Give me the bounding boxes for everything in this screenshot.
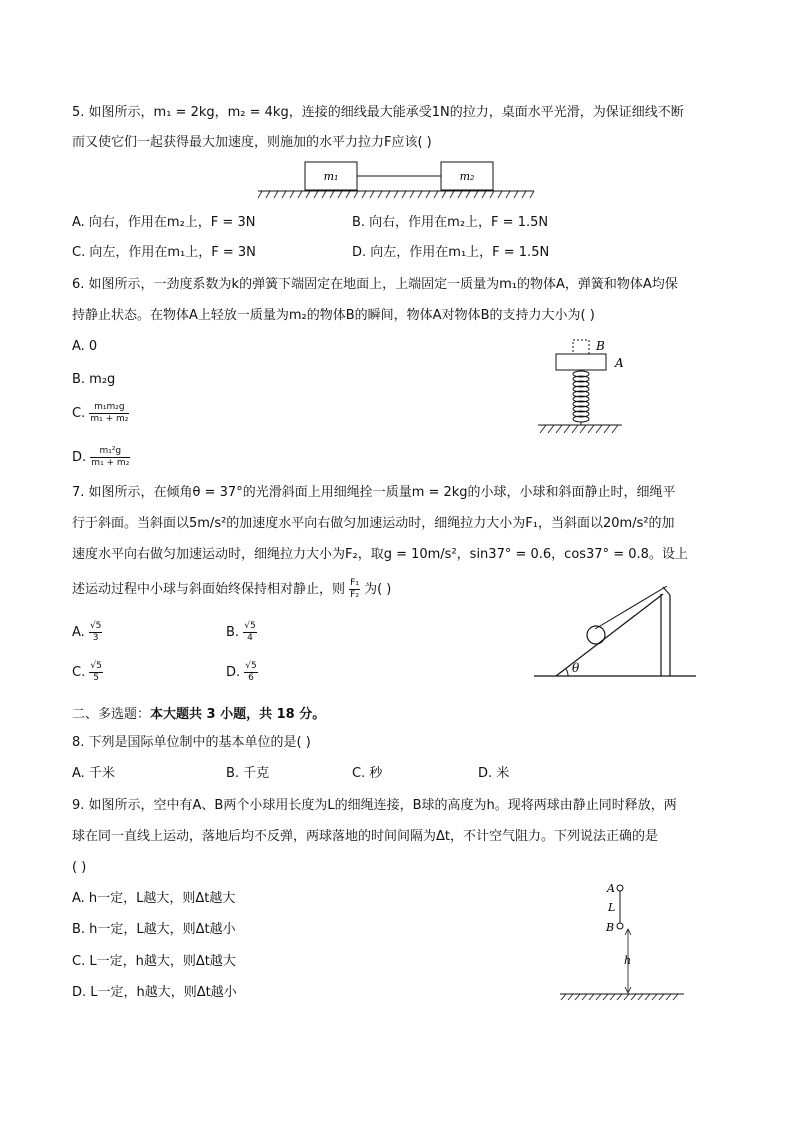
q8-option-d: D. 米 bbox=[478, 766, 510, 781]
q6-fig-a-label: A bbox=[615, 356, 624, 370]
q8-option-b: B. 千克 bbox=[226, 766, 270, 781]
q9-fig-l-label: L bbox=[608, 901, 616, 914]
q7-option-a bbox=[72, 621, 102, 644]
q7-option-a-denominator: 3 bbox=[92, 633, 99, 643]
q9-option-c: C. L一定，h越大，则Δt越大 bbox=[72, 954, 236, 969]
q6-option-d bbox=[72, 446, 130, 469]
q9-option-d: D. L一定，h越大，则Δt越小 bbox=[72, 985, 237, 1000]
q7-option-d-denominator: 6 bbox=[248, 673, 254, 683]
q7-option-c-prefix: C. bbox=[72, 665, 86, 680]
q7-option-c bbox=[72, 661, 103, 684]
q6-option-d-prefix: D. bbox=[72, 450, 87, 465]
q9-fig-b-label: B bbox=[606, 921, 615, 934]
q6-option-c-prefix: C. bbox=[72, 406, 86, 421]
q7-option-d-prefix: D. bbox=[226, 665, 241, 680]
q7-option-c-fraction bbox=[89, 661, 102, 684]
q9-fig-a-label: A bbox=[607, 882, 615, 895]
q5-stem-line1: 5. 如图所示，m₁ = 2kg，m₂ = 4kg，连接的细线最大能承受1N的拉力，桌面水平光滑，为保证细线不断 bbox=[72, 105, 684, 120]
q7-option-c-numerator: √5 bbox=[90, 661, 102, 671]
q7-stem-fraction-numerator: F₁ bbox=[350, 578, 359, 588]
section-2-title: 二、多选题： bbox=[72, 707, 151, 722]
q9-stem-line3: ( ) bbox=[72, 860, 87, 875]
q7-option-b-denominator: 4 bbox=[247, 633, 253, 643]
q7-stem-line3: 速度水平向右做匀加速运动时，细绳拉力大小为F₂，取g = 10m/s²，sin37° = 0.6，cos37° = 0.8。设上 bbox=[72, 547, 688, 562]
q6-option-d-fraction bbox=[90, 446, 130, 469]
q6-figure-spring bbox=[536, 336, 636, 445]
q9-fig-h-label: h bbox=[624, 954, 632, 967]
q6-fig-b-label: B bbox=[596, 339, 605, 353]
q9-figure-two-balls bbox=[558, 878, 688, 1007]
q5-option-a: A. 向右，作用在m₂上，F = 3N bbox=[72, 215, 256, 230]
q6-stem-line1: 6. 如图所示，一劲度系数为k的弹簧下端固定在地面上，上端固定一质量为m₁的物体A，弹簧和物体A均保 bbox=[72, 277, 678, 292]
q9-option-b: B. h一定，L越大，则Δt越小 bbox=[72, 922, 236, 937]
q5-fig-m2-label: m₂ bbox=[459, 170, 475, 183]
q7-stem-line4-prefix: 述运动过程中小球与斜面始终保持相对静止，则 bbox=[72, 582, 346, 597]
section-2-description: 本大题共 3 小题，共 18 分。 bbox=[150, 707, 326, 722]
q6-option-d-numerator: m₁²g bbox=[90, 446, 130, 458]
q5-fig-m1-label: m₁ bbox=[323, 170, 339, 183]
q6-stem-line2: 持静止状态。在物体A上轻放一质量为m₂的物体B的瞬间，物体A对物体B的支持力大小为( ) bbox=[72, 308, 595, 323]
q7-option-b bbox=[226, 621, 257, 644]
q7-fig-theta-label: θ bbox=[572, 661, 580, 675]
q7-option-a-numerator: √5 bbox=[89, 621, 102, 631]
q7-option-b-numerator: √5 bbox=[244, 621, 256, 631]
q5-option-d: D. 向左，作用在m₁上，F = 1.5N bbox=[352, 245, 550, 260]
q6-option-c bbox=[72, 402, 129, 425]
q7-option-d-fraction bbox=[244, 661, 257, 684]
q7-stem-line4 bbox=[72, 578, 391, 601]
q8-stem: 8. 下列是国际单位制中的基本单位的是( ) bbox=[72, 735, 311, 750]
q5-option-c: C. 向左，作用在m₁上，F = 3N bbox=[72, 245, 256, 260]
q7-option-b-fraction bbox=[243, 621, 256, 644]
q7-stem-line1: 7. 如图所示，在倾角θ = 37°的光滑斜面上用细绳拴一质量m = 2kg的小球，小球和斜面静止时，细绳平 bbox=[72, 485, 676, 500]
q6-option-a: A. 0 bbox=[72, 339, 98, 354]
q7-option-a-fraction bbox=[89, 621, 102, 644]
q6-option-d-denominator: m₁ + m₂ bbox=[91, 458, 130, 468]
q7-stem-line4-suffix: 为( ) bbox=[364, 582, 392, 597]
q6-option-c-denominator: m₁ + m₂ bbox=[90, 414, 129, 424]
section-2-heading bbox=[72, 705, 325, 725]
q8-option-c: C. 秒 bbox=[352, 766, 383, 781]
q7-stem-fraction bbox=[349, 578, 360, 601]
q7-stem-fraction-denominator: F₂ bbox=[350, 590, 359, 600]
q7-stem-line2: 行于斜面。当斜面以5m/s²的加速度水平向右做匀加速运动时，细绳拉力大小为F₁，当斜面以20m/s²的加 bbox=[72, 516, 675, 531]
q5-stem-line2: 而又使它们一起获得最大加速度，则施加的水平力拉力F应该( ) bbox=[72, 135, 432, 150]
q7-figure-incline bbox=[534, 586, 699, 685]
q6-option-c-fraction bbox=[89, 402, 129, 425]
q5-figure-blocks bbox=[258, 158, 538, 210]
q6-option-c-numerator: m₁m₂g bbox=[89, 402, 129, 414]
q7-option-b-prefix: B. bbox=[226, 625, 240, 640]
q7-option-d-numerator: √5 bbox=[245, 661, 257, 671]
q8-option-a: A. 千米 bbox=[72, 766, 115, 781]
q7-option-c-denominator: 5 bbox=[93, 673, 99, 683]
q6-option-b: B. m₂g bbox=[72, 372, 116, 387]
q5-option-b: B. 向右，作用在m₂上，F = 1.5N bbox=[352, 215, 549, 230]
q7-option-d bbox=[226, 661, 258, 684]
q7-option-a-prefix: A. bbox=[72, 625, 85, 640]
q9-option-a: A. h一定，L越大，则Δt越大 bbox=[72, 891, 236, 906]
q9-stem-line1: 9. 如图所示，空中有A、B两个小球用长度为L的细绳连接，B球的高度为h。现将两球由静止同时释放，两 bbox=[72, 798, 677, 813]
q9-stem-line2: 球在同一直线上运动，落地后均不反弹，两球落地的时间间隔为Δt，不计空气阻力。下列说法正确的是 bbox=[72, 829, 658, 844]
